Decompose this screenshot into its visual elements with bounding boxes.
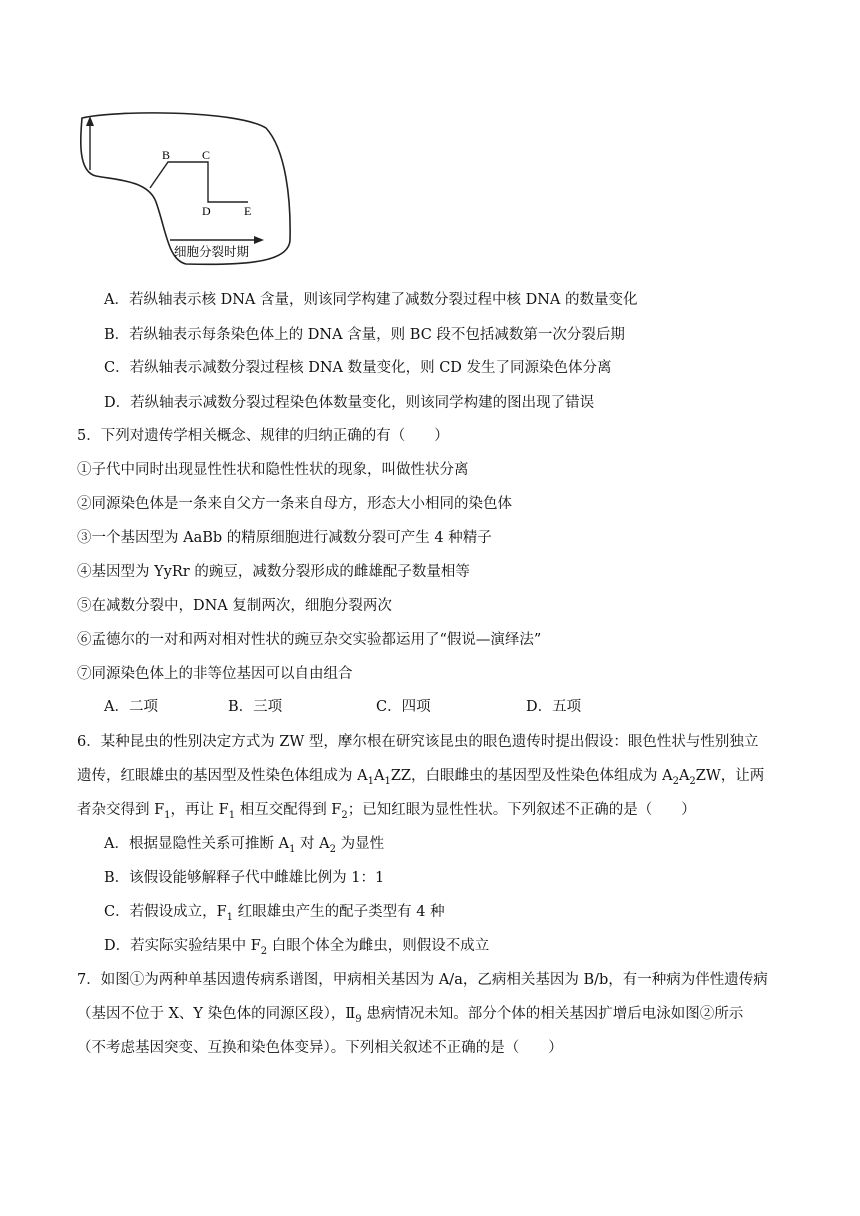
q6-option-c: C．若假设成立，$F_1$ 红眼雄虫产生的配子类型有 4 种 — [104, 904, 445, 923]
q4-option-a: A．若纵轴表示核 DNA 含量，则该同学构建了减数分裂过程中核 DNA 的数量变化 — [104, 292, 638, 308]
q7-line1: 7．如图①为两种单基因遗传病系谱图，甲病相关基因为 A/a，乙病相关基因为 B/b，有一种病为伴性遗传病 — [77, 972, 768, 988]
q6-option-b: B．该假设能够解释子代中雌雄比例为 1：1 — [104, 870, 385, 886]
q4-option-c: C．若纵轴表示减数分裂过程核 DNA 数量变化，则 CD 发生了同源染色体分离 — [104, 360, 612, 376]
q5-stem: 5．下列对遗传学相关概念、规律的归纳正确的有（ ） — [77, 428, 449, 444]
graph-line — [150, 162, 248, 202]
q5-statement-2: ②同源染色体是一条来自父方一条来自母方，形态大小相同的染色体 — [77, 496, 512, 512]
q5-option-d: D．五项 — [526, 699, 582, 715]
q6-stem-line1: 6．某种昆虫的性别决定方式为 ZW 型，摩尔根在研究该昆虫的眼色遗传时提出假设：眼色性状与性别独立 — [77, 734, 759, 750]
q6-option-d: D．若实际实验结果中 $F_2$ 白眼个体全为雌虫，则假设不成立 — [104, 938, 490, 957]
point-label-e: E — [244, 204, 252, 218]
q5-statement-7: ⑦同源染色体上的非等位基因可以自由组合 — [77, 666, 353, 682]
x-axis-label: 细胞分裂时期 — [174, 244, 250, 259]
q6-option-a: A．根据显隐性关系可推断 $A_1$ 对 $A_2$ 为显性 — [104, 836, 385, 855]
q7-line3: （不考虑基因突变、互换和染色体变异）。下列相关叙述不正确的是（ ） — [77, 1040, 563, 1056]
q5-statement-1: ①子代中同时出现显性性状和隐性性状的现象，叫做性状分离 — [77, 462, 469, 478]
q7-line2: （基因不位于 X、Y 染色体的同源区段），$Ⅱ_9$ 患病情况未知。部分个体的相关基因扩增后电泳如图②所示 — [77, 1006, 744, 1025]
point-label-d: D — [202, 204, 211, 218]
q6-stem-line3: 者杂交得到 $F_1$，再让 $F_1$ 相互交配得到 $F_2$；已知红眼为显性性状。下列叙述不正确的是（ ） — [77, 802, 696, 821]
point-label-c: C — [202, 148, 211, 162]
q5-statement-5: ⑤在减数分裂中，DNA 复制两次，细胞分裂两次 — [77, 598, 392, 614]
q5-statement-6: ⑥孟德尔的一对和两对相对性状的豌豆杂交实验都运用了“假说—演绎法” — [77, 632, 542, 648]
q6-stem-line2: 遗传，红眼雄虫的基因型及性染色体组成为 $A_1A_1ZZ$，白眼雌虫的基因型及性染色体组成为 $A_2A_2ZW$，让两 — [77, 768, 765, 787]
q4-option-b: B．若纵轴表示每条染色体上的 DNA 含量，则 BC 段不包括减数第一次分裂后期 — [104, 327, 625, 343]
q5-option-b: B．三项 — [228, 699, 283, 715]
point-label-b: B — [162, 148, 171, 162]
q5-statement-4: ④基因型为 YyRr 的豌豆，减数分裂形成的雌雄配子数量相等 — [77, 564, 470, 580]
meiosis-graph-figure — [76, 110, 298, 268]
q4-option-d: D．若纵轴表示减数分裂过程染色体数量变化，则该同学构建的图出现了错误 — [104, 395, 595, 411]
q5-option-c: C．四项 — [376, 699, 431, 715]
q5-option-a: A．二项 — [104, 699, 158, 715]
q5-statement-3: ③一个基因型为 AaBb 的精原细胞进行减数分裂可产生 4 种精子 — [77, 530, 492, 546]
